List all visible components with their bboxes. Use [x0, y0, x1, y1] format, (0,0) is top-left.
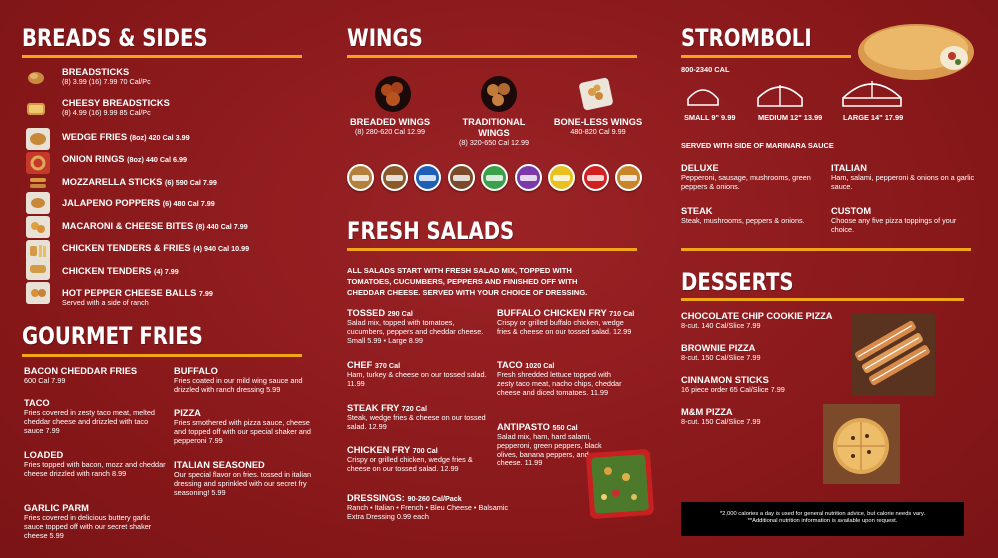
salad-item-steak-fry [347, 403, 490, 432]
breads-item-chicken-tenders [62, 266, 179, 277]
item-name: CHOCOLATE CHIP COOKIE PIZZA [681, 311, 833, 321]
item-name: BUFFALO CHICKEN FRY [497, 308, 607, 318]
fries-item-italian-seasoned [174, 460, 322, 497]
stromboli-size-large: LARGE 14" 17.99 [843, 113, 904, 122]
wings-title: WINGS [347, 24, 423, 52]
item-name: BREADSTICKS [62, 67, 130, 77]
item-name: CHEF [347, 360, 373, 370]
item-desc: Ham, salami, pepperoni & onions on a garlic sauce. [831, 173, 975, 191]
item-name: JALAPENO POPPERS [62, 198, 161, 208]
breads-item-tenders-fries [62, 243, 249, 254]
item-cal: 700 Cal [412, 446, 438, 455]
cinnamon-sticks-photo [852, 314, 935, 396]
large-stromboli-icon [841, 78, 903, 108]
stromboli-title: STROMBOLI [681, 24, 812, 52]
sauce-badge [481, 164, 508, 191]
item-name: ITALIAN SEASONED [174, 460, 265, 470]
item-name: STEAK FRY [347, 403, 400, 413]
sauce-badge [615, 164, 642, 191]
item-desc: Salad mix, ham, hard salami, pepperoni, green peppers, black olives, banana peppers, and cheese. 11.99 [497, 432, 602, 468]
item-desc: 16 piece order 65 Cal/Slice 7.99 [681, 385, 785, 394]
item-desc: Fries covered in delicious buttery garlic sauce topped off with our secret shaker cheese 5.99 [24, 513, 152, 540]
item-desc: Steak, wedge fries & cheese on our tossed salad. 12.99 [347, 413, 486, 431]
item-name: ONION RINGS [62, 154, 125, 164]
item-name: BACON CHEDDAR FRIES [24, 366, 138, 376]
salad-item-buffalo-chicken-fry [497, 308, 639, 337]
item-name: CINNAMON STICKS [681, 375, 769, 385]
item-cal: 720 Cal [401, 404, 427, 413]
item-desc: Fries topped with bacon, mozz and cheddar cheese drizzled with ranch 8.99 [24, 460, 166, 478]
breads-sides-title: BREADS & SIDES [22, 24, 208, 52]
breadsticks-photo [24, 67, 48, 89]
item-detail: (8) 440 Cal 7.99 [195, 222, 248, 231]
item-name: BROWNIE PIZZA [681, 343, 756, 353]
wings-item-boneless [548, 117, 648, 137]
item-desc: Choose any five pizza toppings of your choice. [831, 216, 957, 234]
salad-item-tossed [347, 308, 490, 345]
item-name: GARLIC PARM [24, 503, 89, 513]
dressings-list: Ranch • Italian • French • Bleu Cheese • Balsamic [347, 503, 509, 512]
breads-item-mac-cheese-bites [62, 221, 248, 232]
salad-item-chef [347, 360, 490, 389]
stromboli-steak [681, 206, 811, 226]
item-detail: (6) 590 Cal 7.99 [164, 178, 217, 187]
breads-item-cheese-balls [62, 288, 213, 308]
cookie-pizza-photo [823, 404, 900, 484]
mac-cheese-bites-photo [26, 216, 50, 238]
item-desc: 8-cut. 140 Cal/Slice 7.99 [681, 321, 761, 330]
stromboli-photo [856, 18, 976, 82]
item-name: LOADED [24, 450, 64, 460]
item-name: BONE-LESS WINGS [553, 117, 643, 127]
traditional-wings-photo [479, 74, 519, 114]
item-detail: (6) 480 Cal 7.99 [162, 199, 215, 208]
sauce-badge [381, 164, 408, 191]
fries-item-garlic-parm [24, 503, 166, 540]
item-name: CHEESY BREADSTICKS [62, 98, 170, 108]
item-desc: 8-cut. 150 Cal/Slice 7.99 [681, 417, 761, 426]
footnote-line-2: **Additional nutrition information is available upon request. [747, 518, 898, 524]
stromboli-divider [681, 55, 851, 58]
item-name: CHICKEN TENDERS [62, 266, 152, 276]
dessert-brownie-pizza [681, 343, 821, 363]
item-detail: (8) 3.99 (16) 7.99 70 Cal/Pc [62, 77, 151, 86]
item-name: TRADITIONAL WINGS [462, 117, 526, 138]
item-name: STEAK [681, 206, 713, 216]
item-name: WEDGE FRIES [62, 132, 128, 142]
stromboli-size-medium: MEDIUM 12" 13.99 [758, 113, 823, 122]
item-cal: 550 Cal [552, 423, 578, 432]
sauce-badge [414, 164, 441, 191]
mozzarella-sticks-photo [26, 172, 50, 194]
item-name: DELUXE [681, 163, 719, 173]
breads-item-cheesy-breadsticks [62, 98, 170, 118]
item-name: TACO [24, 398, 50, 408]
desserts-divider [681, 298, 964, 301]
nutrition-footnote [681, 502, 964, 536]
breads-item-wedge-fries [62, 132, 190, 143]
wings-item-traditional [442, 117, 546, 148]
footnote-line-1: *2,000 calories a day is used for general nutrition advice, but calorie needs vary. [719, 511, 926, 517]
dessert-cookie-pizza [681, 311, 841, 331]
boneless-wings-photo [578, 77, 614, 111]
sauce-badge [515, 164, 542, 191]
item-detail: (8oz) 420 Cal 3.99 [129, 133, 190, 142]
item-desc: Crispy or grilled chicken, wedge fries & cheese on our tossed salad. 12.99 [347, 455, 473, 473]
fries-item-loaded [24, 450, 166, 479]
item-detail: (8) 320-650 Cal 12.99 [459, 138, 529, 147]
item-desc: Pepperoni, sausage, mushrooms, green peppers & onions. [681, 173, 811, 191]
fries-item-bacon-cheddar [24, 366, 166, 386]
item-desc: Fries covered in zesty taco meat, melted cheddar cheese and drizzled with taco sauce 7.99 [24, 408, 155, 435]
stromboli-deluxe [681, 163, 821, 192]
item-name: ITALIAN [831, 163, 867, 173]
sauce-badge [582, 164, 609, 191]
onion-rings-photo [26, 152, 50, 174]
item-name: CUSTOM [831, 206, 872, 216]
dessert-mm-pizza [681, 407, 821, 427]
wedge-fries-photo [26, 128, 50, 150]
item-name: HOT PEPPER CHEESE BALLS [62, 288, 197, 298]
item-desc: 600 Cal 7.99 [24, 376, 66, 385]
wing-sauce-badges [347, 164, 642, 194]
salad-item-chicken-fry [347, 445, 490, 474]
item-detail: (8) 4.99 (16) 9.99 85 Cal/Pc [62, 108, 151, 117]
item-name: PIZZA [174, 408, 201, 418]
sauce-badge [448, 164, 475, 191]
item-cal: 290 Cal [387, 309, 413, 318]
sauce-badge [548, 164, 575, 191]
item-name: MOZZARELLA STICKS [62, 177, 163, 187]
desserts-title: DESSERTS [681, 268, 794, 296]
fries-divider [22, 354, 302, 357]
salads-divider [347, 248, 637, 251]
item-note: Served with a side of ranch [62, 298, 149, 307]
salads-intro: ALL SALADS START WITH FRESH SALAD MIX, TOPPED WITH TOMATOES, CUCUMBERS, PEPPERS AND FINISHED OFF WITH CHEDDAR CHEESE. SERVED WITH YOUR CHOICE OF DRESSING. [347, 266, 588, 298]
breads-item-breadsticks [62, 67, 151, 87]
salad-dressings [347, 493, 577, 522]
item-name: MACARONI & CHEESE BITES [62, 221, 194, 231]
salad-item-taco [497, 360, 625, 397]
wings-item-breaded [340, 117, 440, 137]
stromboli-italian [831, 163, 976, 192]
item-cal: 1020 Cal [525, 361, 555, 370]
dressings-label: DRESSINGS: [347, 493, 405, 503]
wings-divider [347, 55, 637, 58]
item-cal: 710 Cal [609, 309, 635, 318]
small-stromboli-icon [686, 85, 720, 107]
jalapeno-poppers-photo [26, 192, 50, 214]
fresh-salads-title: FRESH SALADS [347, 217, 515, 245]
stromboli-bottom-divider [681, 248, 971, 251]
item-desc: Ham, turkey & cheese on our tossed salad. 11.99 [347, 370, 487, 388]
item-desc: Fresh shredded lettuce topped with zesty taco meat, nacho chips, cheddar cheese and diced tomatoes. 11.99 [497, 370, 622, 397]
chicken-tenders-photo [26, 258, 50, 280]
extra-dressing: Extra Dressing 0.99 each [347, 511, 429, 521]
item-detail: (4) 940 Cal 10.99 [193, 244, 250, 253]
item-detail: (4) 7.99 [153, 267, 179, 276]
item-detail: (8) 280-620 Cal 12.99 [355, 127, 425, 136]
salad-photo [586, 447, 654, 520]
breads-item-onion-rings [62, 154, 187, 165]
item-detail: 7.99 [198, 289, 213, 298]
breads-item-jalapeno-poppers [62, 198, 215, 209]
stromboli-custom [831, 206, 971, 235]
fries-item-pizza [174, 408, 322, 445]
medium-stromboli-icon [756, 82, 804, 108]
cheese-balls-photo [26, 282, 50, 304]
item-desc: Steak, mushrooms, peppers & onions. [681, 216, 805, 225]
item-name: TACO [497, 360, 523, 370]
item-name: BUFFALO [174, 366, 218, 376]
item-detail: (8oz) 440 Cal 6.99 [127, 155, 188, 164]
stromboli-size-small: SMALL 9" 9.99 [684, 113, 736, 122]
breads-divider [22, 55, 302, 58]
dressings-cal: 90-260 Cal/Pack [407, 494, 462, 503]
item-detail: 480-820 Cal 9.99 [570, 127, 626, 136]
breaded-wings-photo [373, 74, 413, 114]
stromboli-served: SERVED WITH SIDE OF MARINARA SAUCE [681, 141, 834, 150]
item-desc: Fries smothered with pizza sauce, cheese and topped off with our special shaker and pepperoni 7.99 [174, 418, 311, 445]
item-desc: Our special flavor on fries. tossed in italian dressing and sprinkled with our secret fry seasoning! 5.99 [174, 470, 312, 497]
item-name: ANTIPASTO [497, 422, 550, 432]
stromboli-cal: 800-2340 CAL [681, 65, 730, 74]
item-name: M&M PIZZA [681, 407, 733, 417]
item-desc: Crispy or grilled buffalo chicken, wedge fries & cheese on our tossed salad. 12.99 [497, 318, 632, 336]
item-name: TOSSED [347, 308, 386, 318]
gourmet-fries-title: GOURMET FRIES [22, 322, 203, 350]
fries-item-buffalo [174, 366, 322, 395]
fries-item-taco [24, 398, 166, 435]
cheesy-breadsticks-photo [24, 98, 48, 120]
sauce-badge [347, 164, 374, 191]
item-desc: 8-cut. 150 Cal/Slice 7.99 [681, 353, 761, 362]
breads-item-mozzarella-sticks [62, 177, 217, 188]
dessert-cinnamon-sticks [681, 375, 821, 395]
item-desc: Salad mix, topped with tomatoes, cucumbers, peppers and cheddar cheese. Small 5.99 • Large 8.99 [347, 318, 484, 345]
item-name: CHICKEN TENDERS & FRIES [62, 243, 191, 253]
item-desc: Fries coated in our mild wing sauce and drizzled with ranch dressing 5.99 [174, 376, 303, 394]
item-name: CHICKEN FRY [347, 445, 411, 455]
item-name: BREADED WINGS [349, 117, 431, 127]
item-cal: 370 Cal [374, 361, 401, 370]
